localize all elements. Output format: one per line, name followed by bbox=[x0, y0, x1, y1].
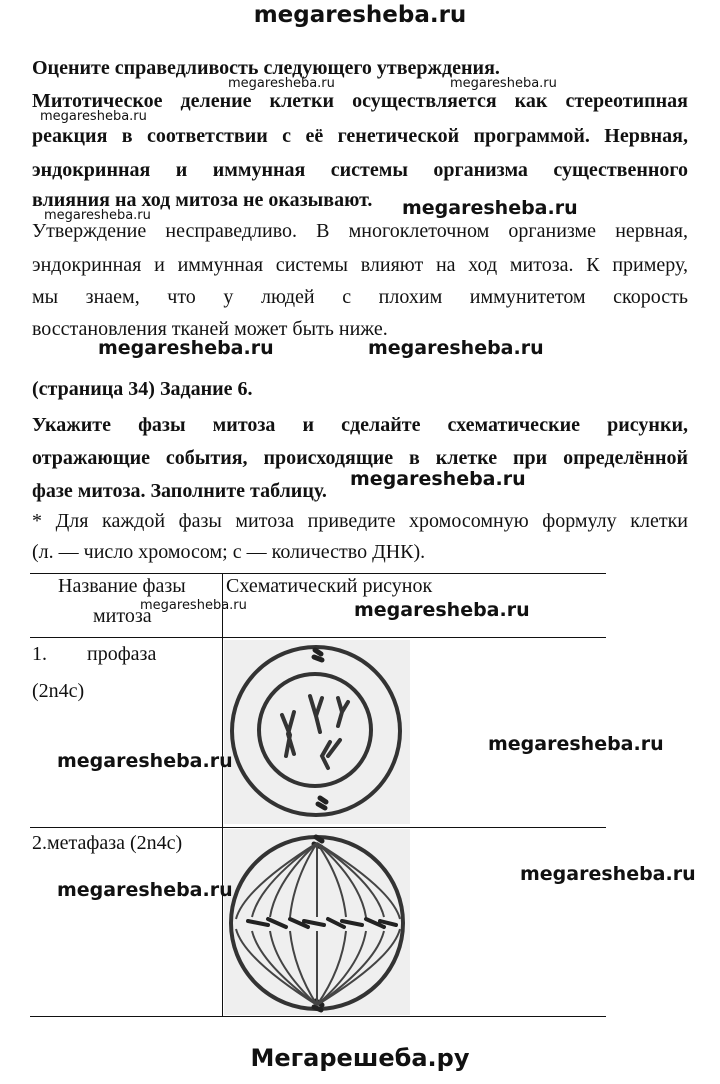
row1-formula: (2n4c) bbox=[32, 680, 85, 702]
question-line-1: Оцените справедливость следующего утверждения. bbox=[32, 57, 500, 79]
watermark: megaresheba.ru bbox=[57, 750, 233, 772]
table-header-border bbox=[30, 637, 606, 638]
header-phase-name-line2: митоза bbox=[93, 605, 152, 627]
watermark: megaresheba.ru bbox=[98, 337, 274, 359]
answer-line-4: восстановления тканей может быть ниже. bbox=[32, 318, 388, 340]
question-line-5: влияния на ход митоза не оказывают. bbox=[32, 189, 373, 211]
watermark: megaresheba.ru bbox=[228, 76, 335, 91]
header-schematic: Схематический рисунок bbox=[226, 575, 433, 597]
watermark: megaresheba.ru bbox=[402, 197, 578, 219]
header-phase-name-line1: Название фазы bbox=[58, 575, 186, 597]
question-line-4: эндокринная и иммунная системы организма существенного bbox=[32, 159, 688, 181]
site-footer: Мегарешеба.ру bbox=[250, 1044, 470, 1072]
question-line-2: Митотическое деление клетки осуществляется как стереотипная bbox=[32, 90, 688, 112]
table-top-border bbox=[30, 573, 606, 574]
task-note-line-2: (л. — число хромосом; с — количество ДНК). bbox=[32, 541, 426, 563]
centriole-bottom bbox=[318, 798, 326, 808]
watermark: megaresheba.ru bbox=[450, 76, 557, 91]
task-line-1: Укажите фазы митоза и сделайте схематические рисунки, bbox=[32, 414, 688, 436]
centriole-top bbox=[314, 650, 322, 660]
watermark: megaresheba.ru bbox=[368, 337, 544, 359]
task-note-line-1: * Для каждой фазы митоза приведите хромосомную формулу клетки bbox=[32, 510, 688, 532]
nuclear-envelope bbox=[259, 674, 371, 786]
table-column-divider bbox=[222, 573, 223, 1016]
question-line-3: реакция в соответствии с её генетической программой. Нервная, bbox=[32, 125, 688, 147]
metaphase-figure bbox=[224, 829, 410, 1015]
prophase-drawing bbox=[224, 640, 410, 824]
answer-line-1: Утверждение несправедливо. В многоклеточном организме нервная, bbox=[32, 220, 688, 242]
watermark: megaresheba.ru bbox=[40, 109, 147, 124]
task-heading: (страница 34) Задание 6. bbox=[32, 378, 253, 400]
answer-line-3: мы знаем, что у людей с плохим иммунитетом скорость bbox=[32, 286, 688, 308]
watermark: megaresheba.ru bbox=[140, 598, 247, 613]
row1-phase: 1. профаза bbox=[32, 643, 157, 665]
chromosomes bbox=[282, 696, 348, 768]
row2-phase: 2.метафаза (2n4c) bbox=[32, 832, 183, 854]
watermark: megaresheba.ru bbox=[488, 733, 664, 755]
metaphase-drawing bbox=[224, 829, 410, 1015]
answer-line-2: эндокринная и иммунная системы влияют на ход митоза. К примеру, bbox=[32, 254, 688, 276]
metaphase-plate-chromosomes bbox=[248, 919, 396, 927]
prophase-figure bbox=[224, 640, 410, 824]
table-row-border bbox=[30, 827, 606, 828]
watermark: megaresheba.ru bbox=[520, 863, 696, 885]
task-line-2: отражающие события, происходящие в клетке при определённой bbox=[32, 447, 688, 469]
watermark: megaresheba.ru bbox=[44, 208, 151, 223]
task-line-3: фазе митоза. Заполните таблицу. bbox=[32, 480, 327, 502]
table-bottom-border bbox=[30, 1016, 606, 1017]
watermark: megaresheba.ru bbox=[350, 468, 526, 490]
site-title: megaresheba.ru bbox=[253, 2, 467, 28]
watermark: megaresheba.ru bbox=[57, 879, 233, 901]
watermark: megaresheba.ru bbox=[354, 599, 530, 621]
